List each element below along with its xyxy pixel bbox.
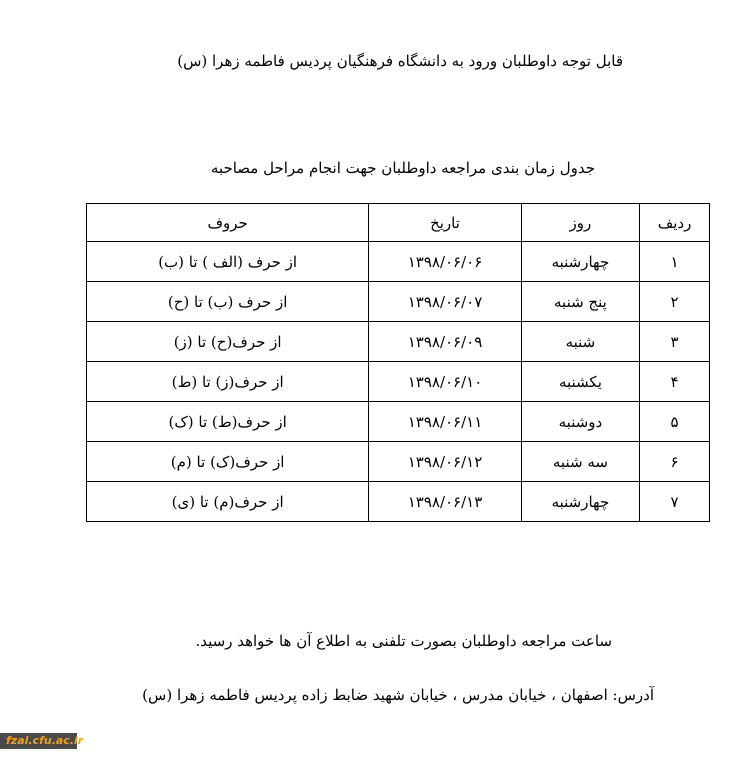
cell-day	[521, 242, 639, 282]
cell-day	[521, 322, 639, 362]
cell-letters-text: از حرف(ح) تا (ز)	[173, 332, 282, 351]
table-row	[87, 242, 710, 282]
cell-day-text: یکشنبه	[558, 372, 602, 391]
note-text: ساعت مراجعه داوطلبان بصورت تلفنی به اطلاع آن ها خواهد رسید.	[195, 632, 612, 650]
cell-letters-text: از حرف(ط) تا (ک)	[168, 412, 287, 431]
table-title: جدول زمان بندی مراجعه داوطلبان جهت انجام مراحل مصاحبه	[210, 159, 595, 177]
cell-day	[521, 362, 639, 402]
cell-row-number-text: ۴	[670, 372, 679, 391]
cell-row-number	[640, 442, 710, 482]
cell-day	[521, 402, 639, 442]
cell-date	[369, 282, 521, 322]
cell-date-text: ۱۳۹۸/۰۶/۱۰	[407, 372, 483, 391]
cell-row-number-text: ۲	[670, 292, 679, 311]
cell-row-number	[640, 482, 710, 522]
cell-date-text: ۱۳۹۸/۰۶/۰۹	[407, 332, 483, 351]
cell-row-number-text: ۷	[670, 492, 679, 511]
header-date: تاریخ	[369, 204, 521, 242]
cell-row-number	[640, 362, 710, 402]
cell-day-text: چهارشنبه	[551, 492, 610, 511]
cell-day	[521, 282, 639, 322]
header-day: روز	[521, 204, 639, 242]
cell-letters	[87, 482, 369, 522]
cell-date	[369, 482, 521, 522]
cell-date-text: ۱۳۹۸/۰۶/۱۳	[407, 492, 483, 511]
cell-day-text: شنبه	[565, 332, 596, 351]
table-row	[87, 362, 710, 402]
cell-day-text: پنج شنبه	[554, 292, 607, 311]
table-row	[87, 482, 710, 522]
watermark-logo: fzal.cfu.ac.ir	[0, 733, 77, 749]
cell-row-number	[640, 402, 710, 442]
cell-date-text: ۱۳۹۸/۰۶/۱۲	[407, 452, 483, 471]
cell-letters-text: از حرف (ب) تا (ح)	[167, 292, 288, 311]
cell-letters-text: از حرف(ز) تا (ط)	[171, 372, 284, 391]
heading: قابل توجه داوطلبان ورود به دانشگاه فرهنگیان پردیس فاطمه زهرا (س)	[177, 52, 623, 70]
cell-letters-text: از حرف(م) تا (ی)	[171, 492, 284, 511]
table-row	[87, 442, 710, 482]
cell-row-number	[640, 242, 710, 282]
cell-date	[369, 402, 521, 442]
table-header-row	[87, 204, 710, 242]
cell-day	[521, 482, 639, 522]
cell-date	[369, 322, 521, 362]
cell-date-text: ۱۳۹۸/۰۶/۰۷	[407, 292, 483, 311]
cell-row-number-text: ۳	[670, 332, 679, 351]
cell-day-text: دوشنبه	[558, 412, 603, 431]
table-row	[87, 282, 710, 322]
cell-letters	[87, 322, 369, 362]
cell-letters-text: از حرف (الف ) تا (ب)	[158, 252, 298, 271]
cell-letters	[87, 442, 369, 482]
cell-row-number-text: ۶	[670, 452, 679, 471]
cell-row-number	[640, 322, 710, 362]
table-row	[87, 402, 710, 442]
cell-date	[369, 362, 521, 402]
cell-letters	[87, 402, 369, 442]
cell-row-number-text: ۵	[670, 412, 679, 431]
cell-row-number	[640, 282, 710, 322]
cell-date-text: ۱۳۹۸/۰۶/۰۶	[407, 252, 483, 271]
cell-day	[521, 442, 639, 482]
address-text: آدرس: اصفهان ، خیابان مدرس ، خیابان شهید ضابط زاده پردیس فاطمه زهرا (س)	[142, 686, 654, 704]
schedule-table	[86, 203, 710, 522]
cell-letters-text: از حرف(ک) تا (م)	[170, 452, 285, 471]
cell-letters	[87, 242, 369, 282]
cell-letters	[87, 282, 369, 322]
cell-date	[369, 442, 521, 482]
cell-date	[369, 242, 521, 282]
cell-date-text: ۱۳۹۸/۰۶/۱۱	[407, 412, 483, 431]
cell-row-number-text: ۱	[670, 252, 679, 271]
cell-letters	[87, 362, 369, 402]
cell-day-text: چهارشنبه	[551, 252, 610, 271]
table-row	[87, 322, 710, 362]
cell-day-text: سه شنبه	[552, 452, 608, 471]
header-row-number: ردیف	[640, 204, 710, 242]
header-letters: حروف	[87, 204, 369, 242]
